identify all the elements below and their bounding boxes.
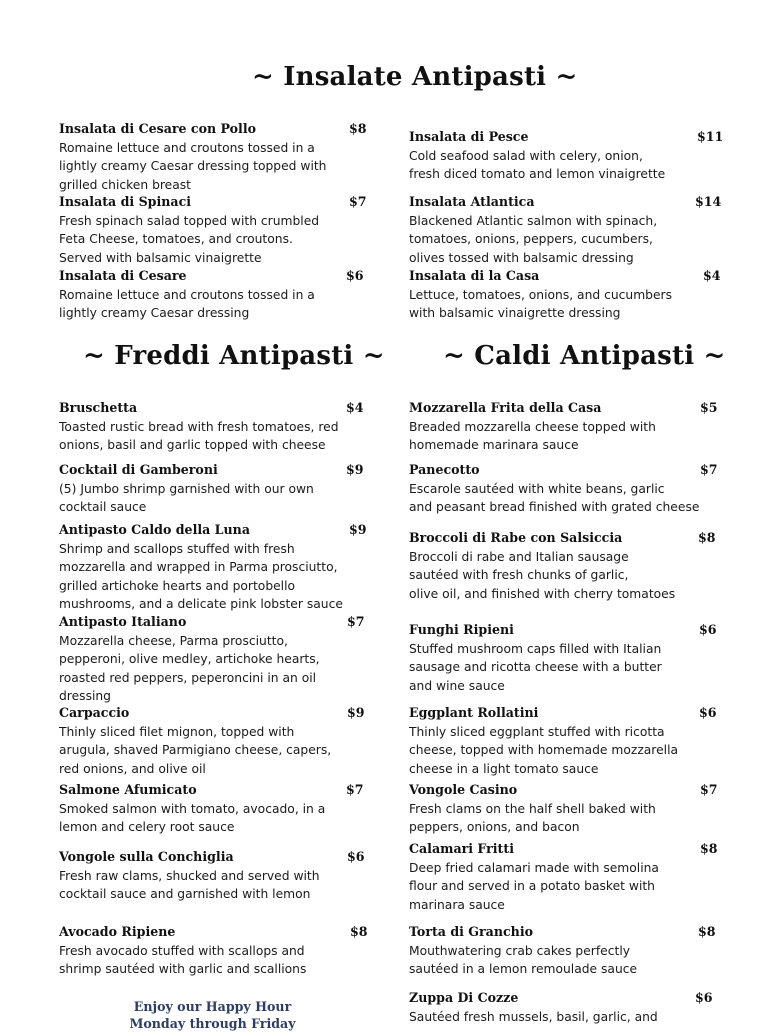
item-name: Insalata di Cesare: [59, 268, 187, 283]
menu-item: [409, 529, 729, 603]
item-price: $7: [346, 782, 364, 797]
item-description: Fresh avocado stuffed with scallops and shrimp sautéed with garlic and scallions: [59, 943, 307, 976]
item-name: Bruschetta: [59, 400, 138, 415]
menu-item: [409, 840, 729, 914]
menu-item: [59, 461, 364, 517]
item-name: Mozzarella Frita della Casa: [409, 400, 602, 415]
item-name: Eggplant Rollatini: [409, 705, 539, 720]
item-description: Mozzarella cheese, Parma prosciutto, pepperoni, olive medley, artichoke hearts, roasted red peppers, peperoncini in an oil dressing: [59, 633, 320, 703]
menu-item: [59, 848, 364, 904]
item-description: Toasted rustic bread with fresh tomatoes, red onions, basil and garlic topped with cheese: [59, 419, 339, 452]
item-price: $14: [695, 194, 722, 209]
item-price: $8: [349, 121, 367, 136]
item-description: Breaded mozzarella cheese topped with homemade marinara sauce: [409, 419, 656, 452]
item-name: Insalata di la Casa: [409, 268, 540, 283]
item-price: $6: [346, 268, 364, 283]
promo-line-2: Monday through Friday: [129, 1016, 296, 1031]
item-price: $6: [347, 849, 365, 864]
item-name: Panecotto: [409, 462, 480, 477]
menu-item: [59, 399, 364, 455]
item-name: Vongole sulla Conchiglia: [59, 849, 234, 864]
menu-item: [59, 521, 367, 614]
item-name: Zuppa Di Cozze: [409, 990, 519, 1005]
menu-item: [59, 613, 364, 706]
menu-item: [409, 193, 729, 267]
item-description: Fresh spinach salad topped with crumbled Feta Cheese, tomatoes, and croutons. Served with balsamic vinaigrette: [59, 213, 320, 265]
item-description: Smoked salmon with tomato, avocado, in a lemon and celery root sauce: [59, 801, 326, 834]
item-description: Fresh raw clams, shucked and served with cocktail sauce and garnished with lemon: [59, 868, 320, 901]
item-price: $8: [698, 924, 716, 939]
item-price: $9: [346, 462, 364, 477]
item-price: $8: [350, 924, 368, 939]
item-name: Antipasto Caldo della Luna: [59, 522, 251, 537]
item-price: $6: [699, 622, 717, 637]
item-price: $7: [347, 614, 365, 629]
menu-item: [59, 120, 367, 194]
item-description: Lettuce, tomatoes, onions, and cucumbers with balsamic vinaigrette dressing: [409, 287, 673, 320]
item-price: $11: [697, 129, 724, 144]
item-price: $7: [349, 194, 367, 209]
item-name: Avocado Ripiene: [59, 924, 176, 939]
item-description: Fresh clams on the half shell baked with peppers, onions, and bacon: [409, 801, 656, 834]
item-name: Insalata di Pesce: [409, 129, 529, 144]
item-price: $7: [700, 782, 718, 797]
menu-item: [409, 704, 729, 778]
item-name: Carpaccio: [59, 705, 130, 720]
item-price: $4: [346, 400, 364, 415]
item-description: Sautéed fresh mussels, basil, garlic, and: [409, 1009, 658, 1024]
item-description: Romaine lettuce and croutons tossed in a lightly creamy Caesar dressing: [59, 287, 315, 320]
item-name: Antipasto Italiano: [59, 614, 187, 629]
item-name: Vongole Casino: [409, 782, 518, 797]
item-description: Mouthwatering crab cakes perfectly sautéed in a lemon remoulade sauce: [409, 943, 638, 976]
promo-line-1: Enjoy our Happy Hour: [133, 999, 292, 1014]
item-price: $4: [703, 268, 721, 283]
menu-item: [409, 781, 729, 837]
happy-hour-promo: [100, 998, 325, 1032]
item-price: $5: [700, 400, 718, 415]
item-price: $9: [347, 705, 365, 720]
heading-freddi-antipasti: ~ Freddi Antipasti ~: [83, 341, 385, 371]
item-name: Insalata Atlantica: [409, 194, 535, 209]
menu-item: [409, 923, 729, 979]
item-description: Stuffed mushroom caps filled with Italian sausage and ricotta cheese with a butter and wine sauce: [409, 641, 662, 693]
item-description: Deep fried calamari made with semolina flour and served in a potato basket with marinara sauce: [409, 860, 659, 912]
menu-item: [409, 621, 729, 695]
menu-item: [409, 128, 729, 184]
item-name: Cocktail di Gamberoni: [59, 462, 218, 477]
menu-item: [409, 399, 729, 455]
menu-item: [59, 781, 364, 837]
item-name: Insalata di Cesare con Pollo: [59, 121, 257, 136]
item-description: Thinly sliced filet mignon, topped with arugula, shaved Parmigiano cheese, capers, red onions, and olive oil: [59, 724, 332, 776]
item-name: Salmone Afumicato: [59, 782, 197, 797]
item-price: $6: [695, 990, 713, 1005]
item-description: Broccoli di rabe and Italian sausage sautéed with fresh chunks of garlic, olive oil, and finished with cherry tomatoes: [409, 549, 676, 601]
item-name: Torta di Granchio: [409, 924, 534, 939]
menu-item: [59, 193, 367, 267]
item-name: Insalata di Spinaci: [59, 194, 192, 209]
menu-item: [409, 267, 729, 323]
item-description: Romaine lettuce and croutons tossed in a lightly creamy Caesar dressing topped with grilled chicken breast: [59, 140, 327, 192]
item-description: Cold seafood salad with celery, onion, fresh diced tomato and lemon vinaigrette: [409, 148, 666, 181]
menu-item: [59, 923, 368, 979]
menu-item: [59, 704, 364, 778]
item-description: Escarole sautéed with white beans, garlic and peasant bread finished with grated cheese: [409, 481, 700, 514]
menu-item: [409, 989, 729, 1026]
item-price: $8: [698, 530, 716, 545]
item-description: Thinly sliced eggplant stuffed with ricotta cheese, topped with homemade mozzarella cheese in a light tomato sauce: [409, 724, 679, 776]
heading-caldi-antipasti: ~ Caldi Antipasti ~: [443, 341, 726, 371]
menu-item: [409, 461, 729, 517]
item-price: $8: [700, 841, 718, 856]
item-description: Shrimp and scallops stuffed with fresh mozzarella and wrapped in Parma prosciutto, grilled artichoke hearts and portobello mushrooms, and a delicate pink lobster sauce: [59, 541, 343, 611]
item-price: $9: [349, 522, 367, 537]
heading-insalate-antipasti: ~ Insalate Antipasti ~: [252, 62, 578, 92]
item-name: Funghi Ripieni: [409, 622, 514, 637]
item-name: Broccoli di Rabe con Salsiccia: [409, 530, 623, 545]
menu-item: [59, 267, 364, 323]
item-name: Calamari Fritti: [409, 841, 514, 856]
item-price: $6: [699, 705, 717, 720]
item-description: (5) Jumbo shrimp garnished with our own cocktail sauce: [59, 481, 314, 514]
item-price: $7: [700, 462, 718, 477]
item-description: Blackened Atlantic salmon with spinach, tomatoes, onions, peppers, cucumbers, olives tossed with balsamic dressing: [409, 213, 658, 265]
